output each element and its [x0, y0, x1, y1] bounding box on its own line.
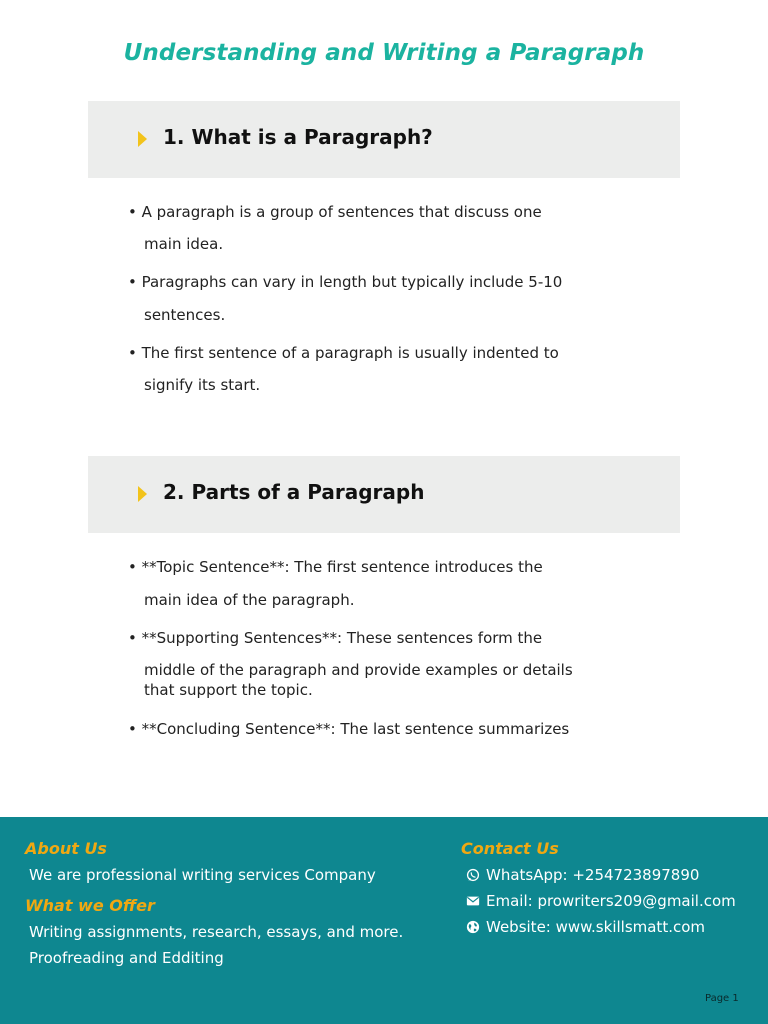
- bullet-line: main idea of the paragraph.: [144, 591, 355, 609]
- list-item: [128, 628, 573, 700]
- page-number: Page 1: [705, 993, 739, 1004]
- section-title: 1. What is a Paragraph?: [163, 125, 433, 149]
- contact-website[interactable]: [466, 918, 705, 936]
- section-header-what-is-paragraph: [88, 101, 680, 178]
- offer-heading: What we Offer: [25, 896, 155, 915]
- bullet-line: • The first sentence of a paragraph is usually indented to: [128, 344, 559, 362]
- list-item: [128, 272, 568, 325]
- document-title: Understanding and Writing a Paragraph: [123, 40, 645, 66]
- bullet-line: that support the topic.: [144, 681, 313, 699]
- list-item: [128, 343, 568, 395]
- contact-heading: Contact Us: [461, 839, 559, 858]
- globe-icon: [466, 920, 480, 934]
- contact-whatsapp[interactable]: [466, 866, 699, 884]
- envelope-icon: [466, 894, 480, 908]
- about-text: We are professional writing services Company: [29, 866, 376, 884]
- bullet-line: • **Supporting Sentences**: These sentences form the: [128, 629, 543, 647]
- bullet-line: sentences.: [144, 306, 226, 324]
- caret-right-icon: [138, 131, 147, 147]
- contact-text: WhatsApp: +254723897890: [486, 866, 700, 884]
- bullet-line: • **Topic Sentence**: The first sentence introduces the: [128, 558, 543, 576]
- bullet-line: • A paragraph is a group of sentences that discuss one: [128, 203, 542, 221]
- offer-line: Proofreading and Edditing: [29, 949, 224, 967]
- bullet-line: signify its start.: [144, 376, 261, 394]
- bullet-line: middle of the paragraph and provide examples or details: [144, 661, 573, 679]
- contact-text: Website: www.skillsmatt.com: [486, 918, 706, 936]
- bullet-line: main idea.: [144, 235, 224, 253]
- section-title: 2. Parts of a Paragraph: [163, 480, 425, 504]
- footer: [0, 817, 768, 1024]
- about-heading: About Us: [25, 839, 107, 858]
- list-item: [128, 202, 568, 254]
- bullet-line: • Paragraphs can vary in length but typically include 5-10: [128, 273, 563, 291]
- offer-line: Writing assignments, research, essays, and more.: [29, 923, 404, 941]
- list-item: [128, 719, 568, 739]
- bullet-line: • **Concluding Sentence**: The last sentence summarizes: [128, 720, 570, 738]
- contact-text: Email: prowriters209@gmail.com: [486, 892, 736, 910]
- contact-email[interactable]: [466, 892, 736, 910]
- whatsapp-icon: [466, 868, 480, 882]
- list-item: [128, 557, 568, 610]
- section-header-parts-of-paragraph: [88, 456, 680, 533]
- caret-right-icon: [138, 486, 147, 502]
